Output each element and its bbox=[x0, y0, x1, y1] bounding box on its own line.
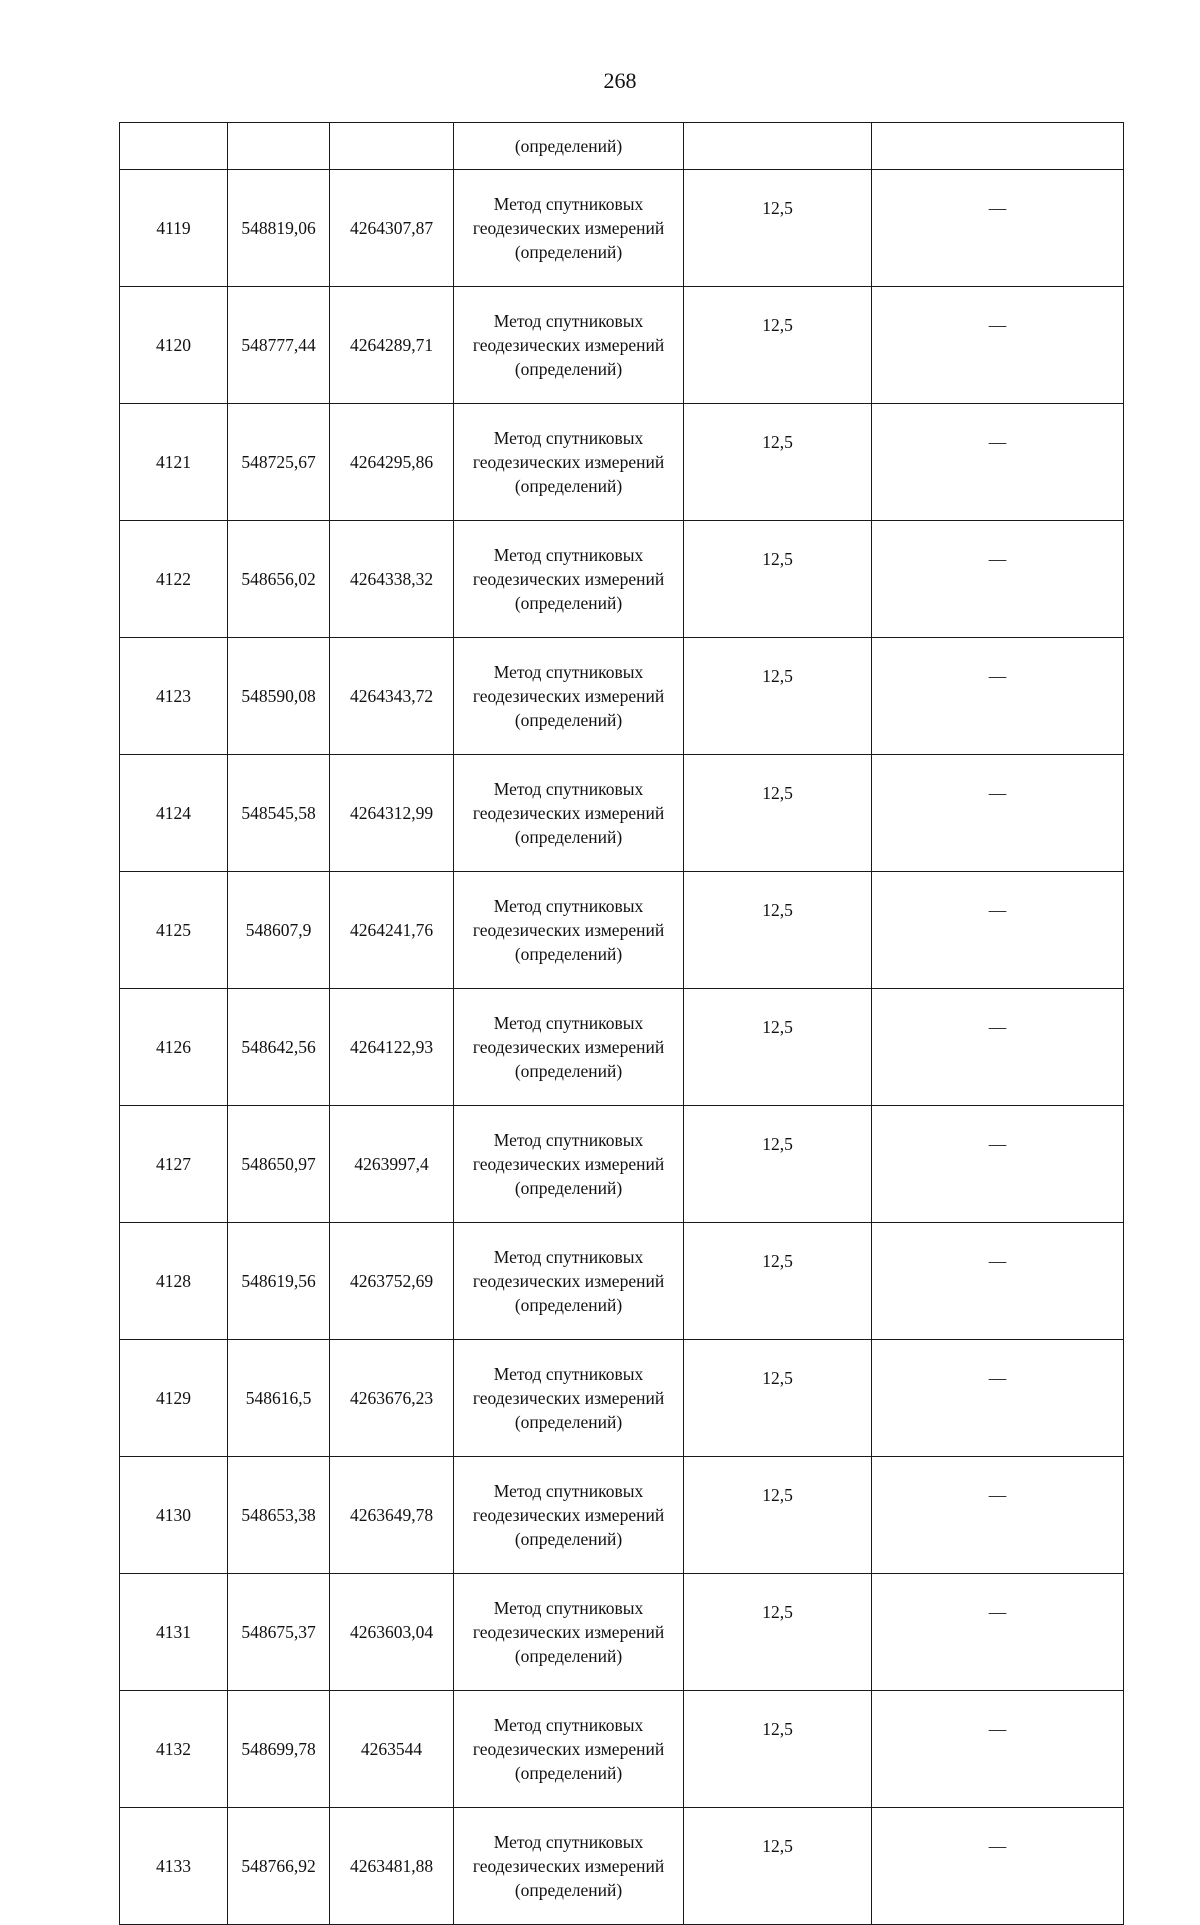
method-line: геодезических измерений bbox=[472, 1154, 665, 1174]
accuracy-cell: 12,5 bbox=[684, 1457, 872, 1574]
y-coordinate-cell: 4264307,87 bbox=[330, 170, 454, 287]
method-line: (определений) bbox=[514, 359, 623, 379]
method-line: Метод спутниковых bbox=[493, 1364, 644, 1384]
x-coordinate-cell: 548653,38 bbox=[228, 1457, 330, 1574]
method-line: геодезических измерений bbox=[472, 218, 665, 238]
note-cell: — bbox=[872, 638, 1124, 755]
point-id-cell: 4123 bbox=[120, 638, 228, 755]
method-line: Метод спутниковых bbox=[493, 896, 644, 916]
note-cell: — bbox=[872, 1223, 1124, 1340]
y-coordinate-cell: 4263544 bbox=[330, 1691, 454, 1808]
table-row bbox=[120, 1808, 1124, 1925]
method-line: (определений) bbox=[514, 1646, 623, 1666]
note-cell: — bbox=[872, 287, 1124, 404]
y-coordinate-cell: 4264122,93 bbox=[330, 989, 454, 1106]
x-coordinate-cell: 548642,56 bbox=[228, 989, 330, 1106]
method-line: (определений) bbox=[514, 593, 623, 613]
method-line: Метод спутниковых bbox=[493, 1247, 644, 1267]
note-cell: — bbox=[872, 1457, 1124, 1574]
method-line: Метод спутниковых bbox=[493, 662, 644, 682]
x-coordinate-cell: 548766,92 bbox=[228, 1808, 330, 1925]
method-line: геодезических измерений bbox=[472, 1505, 665, 1525]
method-line: Метод спутниковых bbox=[493, 1832, 644, 1852]
note-cell: — bbox=[872, 1691, 1124, 1808]
y-coordinate-cell: 4263649,78 bbox=[330, 1457, 454, 1574]
method-line: (определений) bbox=[514, 1061, 623, 1081]
x-coordinate-cell: 548545,58 bbox=[228, 755, 330, 872]
x-coordinate-cell bbox=[228, 123, 330, 170]
table-row bbox=[120, 1223, 1124, 1340]
method-line: Метод спутниковых bbox=[493, 311, 644, 331]
note-cell: — bbox=[872, 1808, 1124, 1925]
point-id-cell: 4121 bbox=[120, 404, 228, 521]
method-line: геодезических измерений bbox=[472, 920, 665, 940]
note-cell: — bbox=[872, 170, 1124, 287]
x-coordinate-cell: 548616,5 bbox=[228, 1340, 330, 1457]
method-line: геодезических измерений bbox=[472, 452, 665, 472]
method-cell bbox=[454, 287, 684, 404]
method-line: Метод спутниковых bbox=[493, 1598, 644, 1618]
accuracy-cell: 12,5 bbox=[684, 521, 872, 638]
method-line: Метод спутниковых bbox=[493, 545, 644, 565]
method-line: (определений) bbox=[514, 1763, 623, 1783]
method-cell bbox=[454, 989, 684, 1106]
table-row bbox=[120, 1106, 1124, 1223]
method-line: геодезических измерений bbox=[472, 335, 665, 355]
y-coordinate-cell: 4264295,86 bbox=[330, 404, 454, 521]
table-row bbox=[120, 287, 1124, 404]
method-line: геодезических измерений bbox=[472, 686, 665, 706]
table-row bbox=[120, 872, 1124, 989]
y-coordinate-cell: 4264241,76 bbox=[330, 872, 454, 989]
method-line: (определений) bbox=[514, 1412, 623, 1432]
page-number: 268 bbox=[603, 68, 637, 93]
point-id-cell: 4133 bbox=[120, 1808, 228, 1925]
method-line: (определений) bbox=[514, 1529, 623, 1549]
accuracy-cell: 12,5 bbox=[684, 1106, 872, 1223]
method-line: геодезических измерений bbox=[472, 1271, 665, 1291]
note-cell: — bbox=[872, 872, 1124, 989]
table-row bbox=[120, 404, 1124, 521]
point-id-cell: 4126 bbox=[120, 989, 228, 1106]
note-cell: — bbox=[872, 521, 1124, 638]
method-cell bbox=[454, 1340, 684, 1457]
point-id-cell: 4124 bbox=[120, 755, 228, 872]
method-line: Метод спутниковых bbox=[493, 1715, 644, 1735]
method-cell bbox=[454, 521, 684, 638]
accuracy-cell: 12,5 bbox=[684, 1574, 872, 1691]
point-id-cell: 4128 bbox=[120, 1223, 228, 1340]
x-coordinate-cell: 548619,56 bbox=[228, 1223, 330, 1340]
method-line: геодезических измерений bbox=[472, 569, 665, 589]
method-line: (определений) bbox=[514, 827, 623, 847]
note-cell: — bbox=[872, 1574, 1124, 1691]
x-coordinate-cell: 548777,44 bbox=[228, 287, 330, 404]
point-id-cell: 4122 bbox=[120, 521, 228, 638]
method-line: Метод спутниковых bbox=[493, 779, 644, 799]
y-coordinate-cell: 4263752,69 bbox=[330, 1223, 454, 1340]
x-coordinate-cell: 548590,08 bbox=[228, 638, 330, 755]
method-line: (определений) bbox=[514, 242, 623, 262]
point-id-cell: 4130 bbox=[120, 1457, 228, 1574]
continued-row bbox=[120, 123, 1124, 170]
table-row bbox=[120, 1691, 1124, 1808]
accuracy-cell: 12,5 bbox=[684, 1691, 872, 1808]
note-cell: — bbox=[872, 404, 1124, 521]
point-id-cell: 4132 bbox=[120, 1691, 228, 1808]
x-coordinate-cell: 548607,9 bbox=[228, 872, 330, 989]
accuracy-cell: 12,5 bbox=[684, 1808, 872, 1925]
y-coordinate-cell: 4264312,99 bbox=[330, 755, 454, 872]
y-coordinate-cell: 4263676,23 bbox=[330, 1340, 454, 1457]
accuracy-cell: 12,5 bbox=[684, 404, 872, 521]
method-line: геодезических измерений bbox=[472, 1739, 665, 1759]
point-id-cell: 4131 bbox=[120, 1574, 228, 1691]
method-line: (определений) bbox=[514, 710, 623, 730]
accuracy-cell: 12,5 bbox=[684, 989, 872, 1106]
x-coordinate-cell: 548656,02 bbox=[228, 521, 330, 638]
method-line: геодезических измерений bbox=[472, 1622, 665, 1642]
accuracy-cell bbox=[684, 123, 872, 170]
note-cell: — bbox=[872, 1340, 1124, 1457]
table-row bbox=[120, 170, 1124, 287]
method-line: Метод спутниковых bbox=[493, 428, 644, 448]
method-line: (определений) bbox=[514, 1295, 623, 1315]
table-row bbox=[120, 1574, 1124, 1691]
table-row bbox=[120, 1457, 1124, 1574]
method-cell bbox=[454, 1691, 684, 1808]
x-coordinate-cell: 548699,78 bbox=[228, 1691, 330, 1808]
y-coordinate-cell bbox=[330, 123, 454, 170]
method-line: геодезических измерений bbox=[472, 1388, 665, 1408]
table-row bbox=[120, 1340, 1124, 1457]
method-line: (определений) bbox=[514, 1880, 623, 1900]
method-cell bbox=[454, 638, 684, 755]
method-line: Метод спутниковых bbox=[493, 1130, 644, 1150]
method-cell bbox=[454, 123, 684, 170]
method-cell bbox=[454, 1223, 684, 1340]
x-coordinate-cell: 548675,37 bbox=[228, 1574, 330, 1691]
table-row bbox=[120, 521, 1124, 638]
note-cell: — bbox=[872, 1106, 1124, 1223]
method-cell bbox=[454, 1808, 684, 1925]
y-coordinate-cell: 4263481,88 bbox=[330, 1808, 454, 1925]
method-line: (определений) bbox=[514, 1178, 623, 1198]
method-line: Метод спутниковых bbox=[493, 1013, 644, 1033]
y-coordinate-cell: 4264338,32 bbox=[330, 521, 454, 638]
method-cell bbox=[454, 1574, 684, 1691]
method-cell bbox=[454, 872, 684, 989]
point-id-cell bbox=[120, 123, 228, 170]
table-row bbox=[120, 638, 1124, 755]
method-line: Метод спутниковых bbox=[493, 1481, 644, 1501]
method-text: (определений) bbox=[514, 136, 623, 156]
accuracy-cell: 12,5 bbox=[684, 1340, 872, 1457]
x-coordinate-cell: 548819,06 bbox=[228, 170, 330, 287]
method-line: геодезических измерений bbox=[472, 1856, 665, 1876]
y-coordinate-cell: 4263603,04 bbox=[330, 1574, 454, 1691]
accuracy-cell: 12,5 bbox=[684, 755, 872, 872]
x-coordinate-cell: 548725,67 bbox=[228, 404, 330, 521]
accuracy-cell: 12,5 bbox=[684, 287, 872, 404]
x-coordinate-cell: 548650,97 bbox=[228, 1106, 330, 1223]
point-id-cell: 4120 bbox=[120, 287, 228, 404]
method-cell bbox=[454, 755, 684, 872]
method-line: Метод спутниковых bbox=[493, 194, 644, 214]
point-id-cell: 4119 bbox=[120, 170, 228, 287]
method-cell bbox=[454, 170, 684, 287]
method-line: геодезических измерений bbox=[472, 803, 665, 823]
method-line: (определений) bbox=[514, 476, 623, 496]
y-coordinate-cell: 4264343,72 bbox=[330, 638, 454, 755]
table-row bbox=[120, 755, 1124, 872]
accuracy-cell: 12,5 bbox=[684, 872, 872, 989]
method-line: (определений) bbox=[514, 944, 623, 964]
note-cell bbox=[872, 123, 1124, 170]
method-line: геодезических измерений bbox=[472, 1037, 665, 1057]
method-cell bbox=[454, 1457, 684, 1574]
accuracy-cell: 12,5 bbox=[684, 638, 872, 755]
coordinates-table bbox=[119, 122, 1124, 1925]
accuracy-cell: 12,5 bbox=[684, 170, 872, 287]
y-coordinate-cell: 4263997,4 bbox=[330, 1106, 454, 1223]
point-id-cell: 4127 bbox=[120, 1106, 228, 1223]
accuracy-cell: 12,5 bbox=[684, 1223, 872, 1340]
note-cell: — bbox=[872, 989, 1124, 1106]
point-id-cell: 4125 bbox=[120, 872, 228, 989]
point-id-cell: 4129 bbox=[120, 1340, 228, 1457]
method-cell bbox=[454, 1106, 684, 1223]
table-row bbox=[120, 989, 1124, 1106]
note-cell: — bbox=[872, 755, 1124, 872]
method-cell bbox=[454, 404, 684, 521]
y-coordinate-cell: 4264289,71 bbox=[330, 287, 454, 404]
